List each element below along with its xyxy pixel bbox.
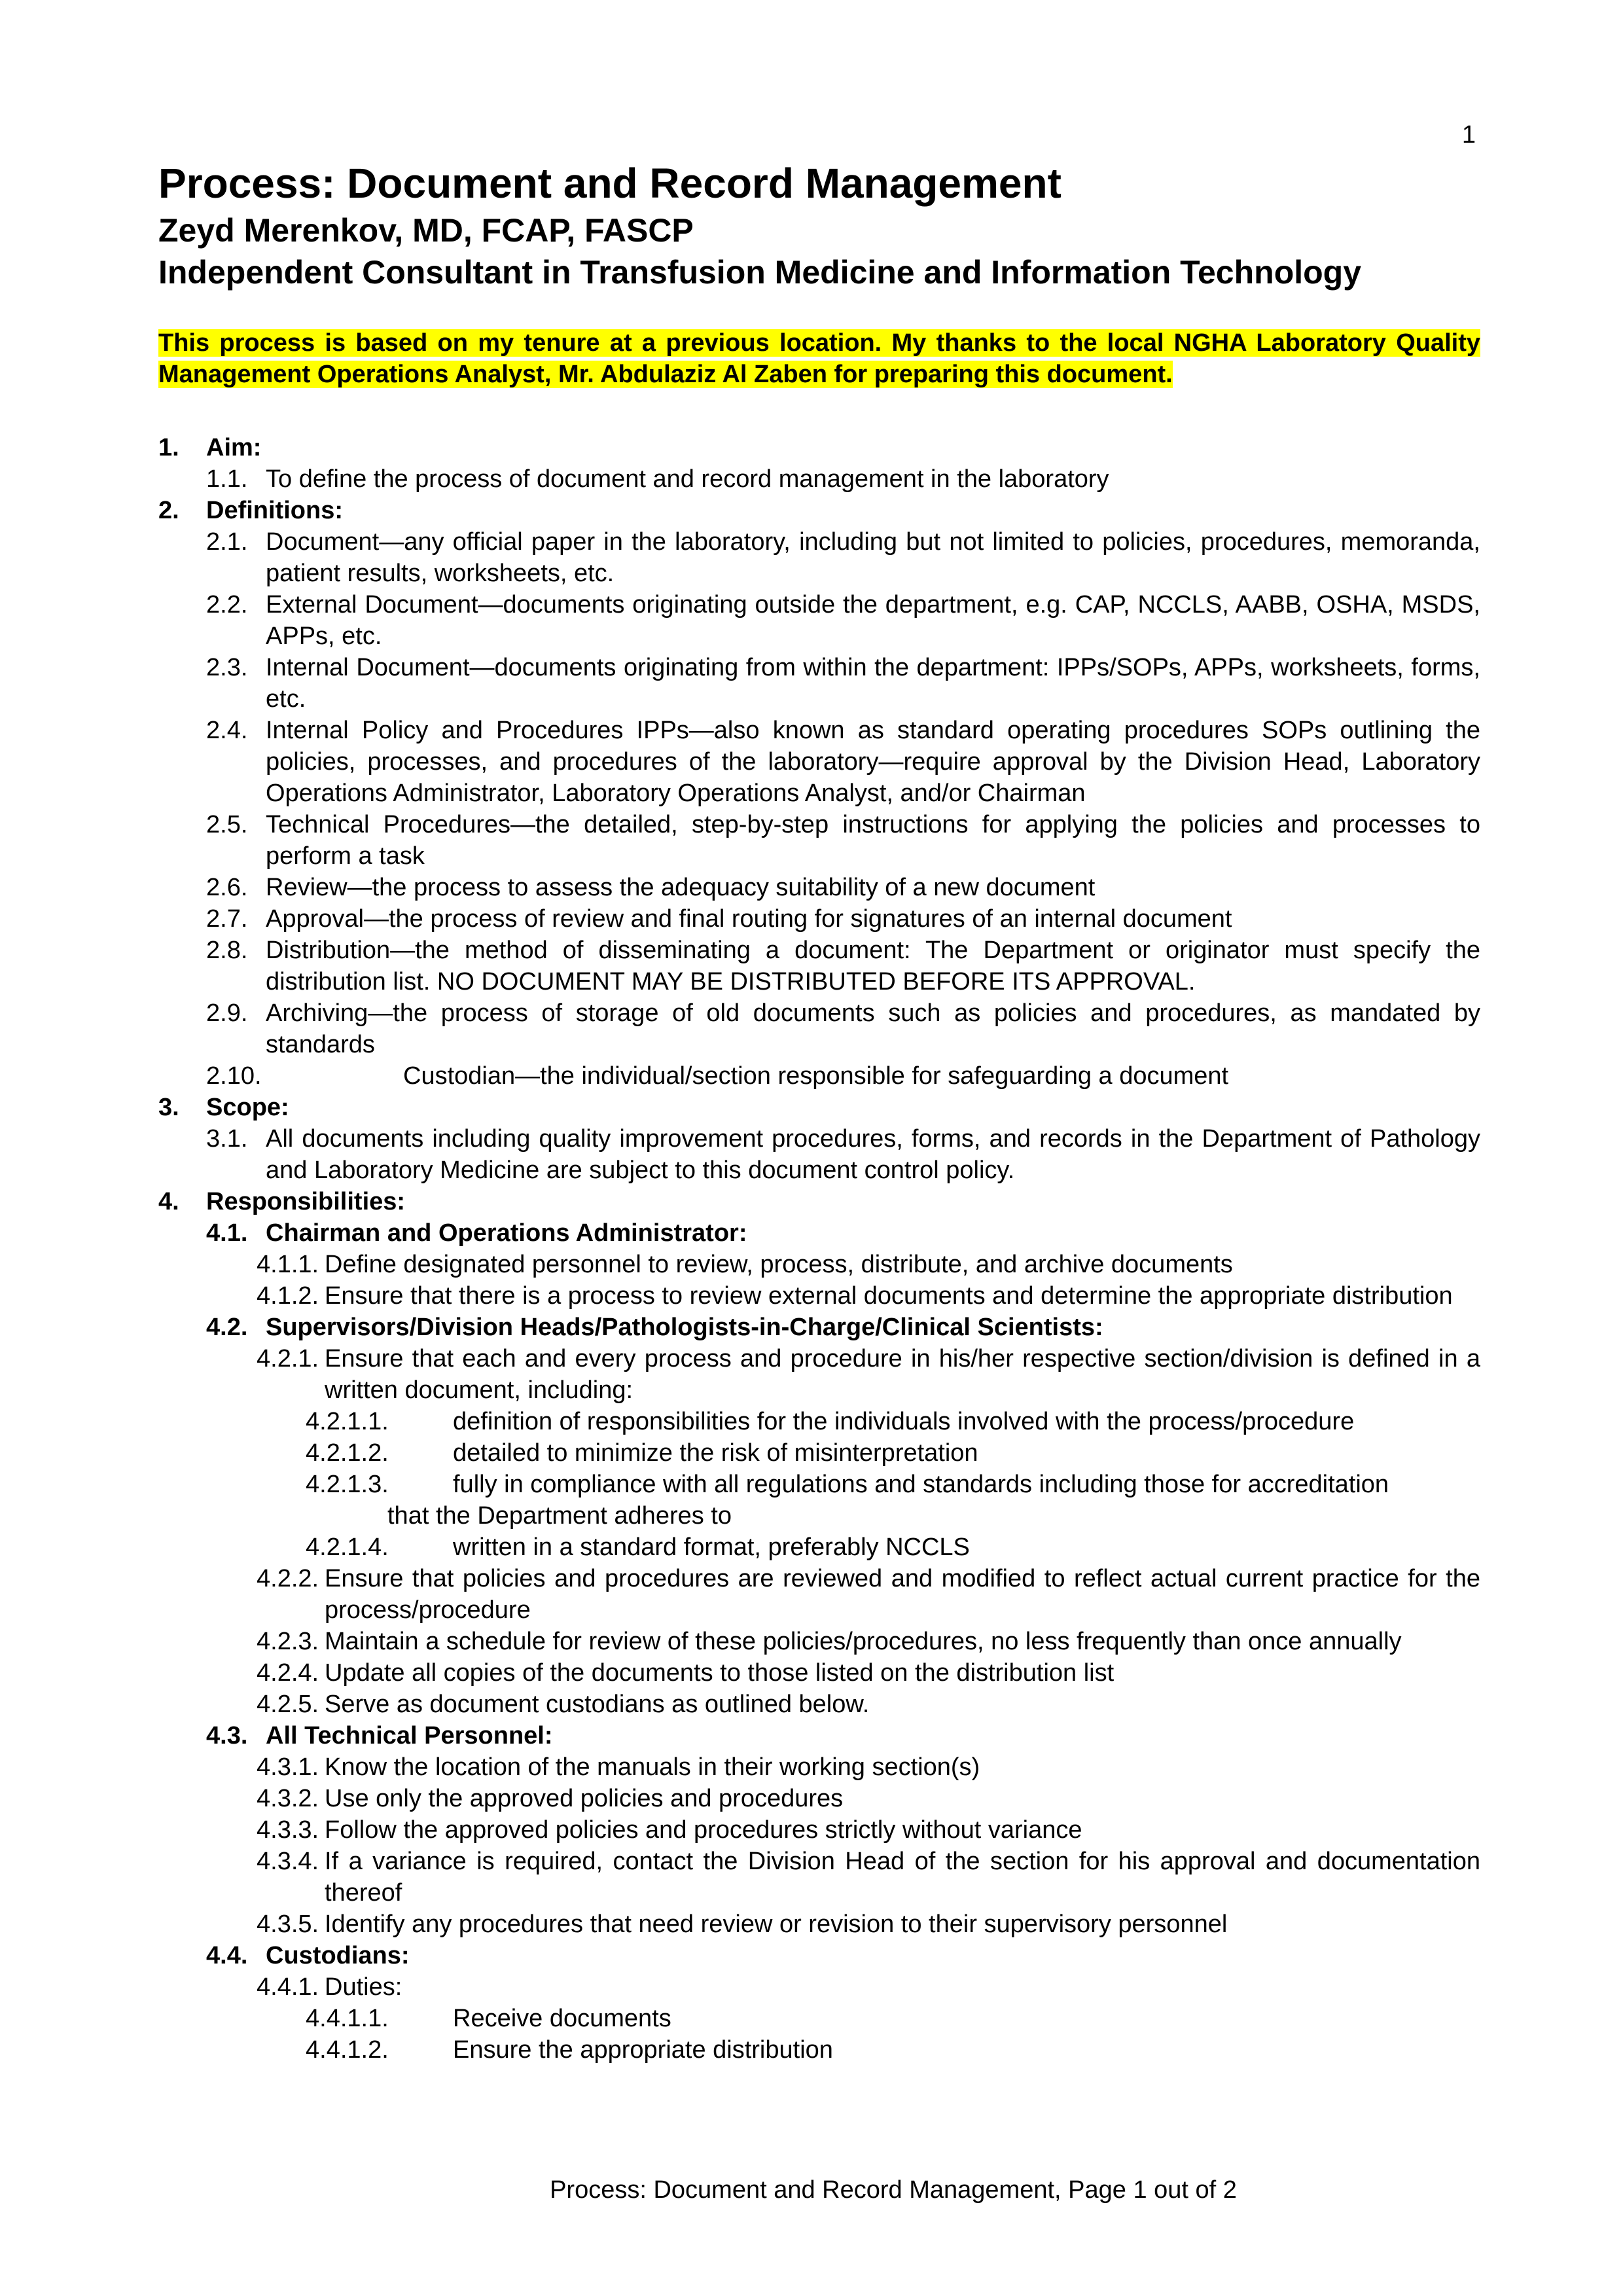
outline-number: 2.5. bbox=[206, 811, 248, 838]
outline-number: 4.2.5. bbox=[257, 1691, 319, 1718]
outline-item bbox=[158, 1469, 1480, 1500]
outline-item bbox=[158, 1657, 1480, 1689]
outline-item bbox=[158, 1563, 1480, 1626]
outline-number: 4.3.2. bbox=[257, 1785, 319, 1812]
outline-item bbox=[158, 809, 1480, 872]
outline-text: Supervisors/Division Heads/Pathologists-in-Charge/Clinical Scientists: bbox=[266, 1314, 1103, 1341]
outline-number: 4.4.1.2. bbox=[306, 2036, 389, 2064]
outline-item bbox=[158, 1783, 1480, 1814]
outline-number: 4.2.1.2. bbox=[306, 1439, 389, 1467]
outline-text: Know the location of the manuals in their working section(s) bbox=[325, 1753, 980, 1781]
outline-number: 4.2.1.3. bbox=[306, 1471, 389, 1498]
outline-number: 2.8. bbox=[206, 937, 248, 964]
outline-item bbox=[158, 1751, 1480, 1783]
outline-text: Internal Policy and Procedures IPPs—also known as standard operating procedures SOPs outlining the policies, processes, and procedures of the laboratory—require approval by the Division Head, Laboratory Operations Administrator, Laboratory Operations Analyst, and/or Chairman bbox=[266, 717, 1480, 807]
outline-number: 2.4. bbox=[206, 717, 248, 744]
outline-item bbox=[158, 903, 1480, 935]
outline-number: 4.1.2. bbox=[257, 1282, 319, 1310]
outline-number: 1. bbox=[158, 434, 179, 461]
outline-item bbox=[158, 1123, 1480, 1186]
outline-number: 3.1. bbox=[206, 1125, 248, 1153]
outline-number: 2. bbox=[158, 497, 179, 524]
outline-text: Chairman and Operations Administrator: bbox=[266, 1219, 747, 1247]
outline-item bbox=[158, 1909, 1480, 1940]
outline-item bbox=[158, 1532, 1480, 1563]
outline-number: 4.3.3. bbox=[257, 1816, 319, 1844]
outline-text: detailed to minimize the risk of misinterpretation bbox=[453, 1439, 978, 1467]
outline-number: 4.4. bbox=[206, 1942, 248, 1969]
outline-number: 2.3. bbox=[206, 654, 248, 681]
outline-text: Update all copies of the documents to those listed on the distribution list bbox=[325, 1659, 1115, 1687]
outline-item bbox=[158, 2003, 1480, 2034]
outline-text: fully in compliance with all regulations and standards including those for accreditation bbox=[453, 1471, 1389, 1498]
outline-text: All documents including quality improvement procedures, forms, and records in the Department of Pathology and Laboratory Medicine are subject to this document control policy. bbox=[266, 1125, 1480, 1184]
outline-text: Document—any official paper in the laboratory, including but not limited to policies, procedures, memoranda, patient results, worksheets, etc. bbox=[266, 528, 1480, 587]
outline-item bbox=[158, 1217, 1480, 1249]
outline-number: 2.10. bbox=[206, 1062, 262, 1090]
outline-item bbox=[158, 1312, 1480, 1343]
outline-text: Custodian—the individual/section responsible for safeguarding a document bbox=[403, 1062, 1229, 1090]
outline-item bbox=[158, 432, 1480, 463]
outline-text: Approval—the process of review and final routing for signatures of an internal document bbox=[266, 905, 1232, 933]
outline-item bbox=[158, 526, 1480, 589]
outline-number: 4.4.1.1. bbox=[306, 2005, 389, 2032]
outline-text: Responsibilities: bbox=[206, 1188, 406, 1215]
outline-text: All Technical Personnel: bbox=[266, 1722, 553, 1749]
outline-number: 4.3.4. bbox=[257, 1848, 319, 1875]
outline-number: 4.1. bbox=[206, 1219, 248, 1247]
outline-number: 4.1.1. bbox=[257, 1251, 319, 1278]
outline-item bbox=[158, 1846, 1480, 1909]
outline-item bbox=[158, 1626, 1480, 1657]
outline-item bbox=[158, 589, 1480, 652]
outline-text: Aim: bbox=[206, 434, 262, 461]
page-number: 1 bbox=[1461, 121, 1476, 149]
outline-item bbox=[158, 495, 1480, 526]
outline-text: To define the process of document and record management in the laboratory bbox=[266, 465, 1109, 493]
outline-text: Ensure that there is a process to review external documents and determine the appropriate distribution bbox=[325, 1282, 1453, 1310]
outline-number: 1.1. bbox=[206, 465, 248, 493]
outline-text: Identify any procedures that need review or revision to their supervisory personnel bbox=[325, 1910, 1228, 1938]
outline-item bbox=[158, 715, 1480, 809]
outline-text: written in a standard format, preferably NCCLS bbox=[453, 1534, 970, 1561]
outline-number: 4.3.5. bbox=[257, 1910, 319, 1938]
outline-text: Define designated personnel to review, process, distribute, and archive documents bbox=[325, 1251, 1233, 1278]
outline-item bbox=[158, 1249, 1480, 1280]
outline-item bbox=[158, 1092, 1480, 1123]
outline-item bbox=[158, 2034, 1480, 2066]
outline-text: Maintain a schedule for review of these policies/procedures, no less frequently than once annually bbox=[325, 1628, 1402, 1655]
outline-number: 2.2. bbox=[206, 591, 248, 619]
outline-text: Receive documents bbox=[453, 2005, 671, 2032]
outline-text: Ensure the appropriate distribution bbox=[453, 2036, 833, 2064]
outline-text: Duties: bbox=[325, 1973, 402, 2001]
outline-text: Review—the process to assess the adequacy suitability of a new document bbox=[266, 874, 1096, 901]
outline-item bbox=[158, 1406, 1480, 1437]
outline-text: Internal Document—documents originating from within the department: IPPs/SOPs, APPs, worksheets, forms, etc. bbox=[266, 654, 1480, 713]
outline-item bbox=[158, 652, 1480, 715]
outline-number: 4.3. bbox=[206, 1722, 248, 1749]
outline-text: Definitions: bbox=[206, 497, 343, 524]
outline-text: Serve as document custodians as outlined below. bbox=[325, 1691, 870, 1718]
outline-number: 4.2.4. bbox=[257, 1659, 319, 1687]
page-footer bbox=[0, 2176, 1623, 2204]
outline-number: 4.2.1.1. bbox=[306, 1408, 389, 1435]
outline-number: 4.2. bbox=[206, 1314, 248, 1341]
acknowledgement-note bbox=[158, 327, 1480, 390]
outline-number: 4.2.3. bbox=[257, 1628, 319, 1655]
outline-continuation: that the Department adheres to bbox=[387, 1502, 732, 1530]
outline-item bbox=[158, 1343, 1480, 1406]
outline-text: Custodians: bbox=[266, 1942, 410, 1969]
outline-number: 4.2.1.4. bbox=[306, 1534, 389, 1561]
outline-text: Technical Procedures—the detailed, step-by-step instructions for applying the policies and processes to perform a task bbox=[266, 811, 1480, 870]
outline-item bbox=[158, 463, 1480, 495]
outline-item bbox=[158, 997, 1480, 1060]
outline-text: Follow the approved policies and procedures strictly without variance bbox=[325, 1816, 1082, 1844]
outline-text: Archiving—the process of storage of old documents such as policies and procedures, as mandated by standards bbox=[266, 999, 1480, 1058]
outline-number: 4. bbox=[158, 1188, 179, 1215]
highlighted-text: This process is based on my tenure at a previous location. My thanks to the local NGHA Laboratory Quality Management Operations Analyst, Mr. Abdulaziz Al Zaben for preparing this document. bbox=[158, 329, 1480, 388]
outline-text: Ensure that each and every process and procedure in his/her respective section/division is defined in a written document, including: bbox=[325, 1345, 1480, 1404]
outline-item bbox=[158, 1437, 1480, 1469]
outline-number: 2.1. bbox=[206, 528, 248, 556]
document-title: Process: Document and Record Management bbox=[158, 160, 1061, 207]
outline-number: 4.2.1. bbox=[257, 1345, 319, 1372]
outline-text: Use only the approved policies and procedures bbox=[325, 1785, 844, 1812]
outline-item bbox=[158, 872, 1480, 903]
outline-number: 4.2.2. bbox=[257, 1565, 319, 1592]
outline-number: 2.7. bbox=[206, 905, 248, 933]
outline-number: 3. bbox=[158, 1094, 179, 1121]
author-role: Independent Consultant in Transfusion Medicine and Information Technology bbox=[158, 254, 1362, 291]
document-outline bbox=[158, 432, 1480, 2066]
outline-item bbox=[158, 1186, 1480, 1217]
outline-text: External Document—documents originating outside the department, e.g. CAP, NCCLS, AABB, OSHA, MSDS, APPs, etc. bbox=[266, 591, 1480, 650]
outline-item bbox=[158, 1689, 1480, 1720]
outline-item bbox=[158, 1814, 1480, 1846]
outline-number: 4.3.1. bbox=[257, 1753, 319, 1781]
outline-item bbox=[158, 935, 1480, 997]
footer-text: Process: Document and Record Management, Page 1 out of 2 bbox=[550, 2176, 1237, 2204]
outline-item bbox=[158, 1971, 1480, 2003]
outline-text: Distribution—the method of disseminating a document: The Department or originator must specify the distribution list. NO DOCUMENT MAY BE DISTRIBUTED BEFORE ITS APPROVAL. bbox=[266, 937, 1480, 996]
outline-text: definition of responsibilities for the individuals involved with the process/procedure bbox=[453, 1408, 1355, 1435]
outline-item bbox=[158, 1280, 1480, 1312]
outline-item bbox=[158, 1940, 1480, 1971]
outline-number: 4.4.1. bbox=[257, 1973, 319, 2001]
document-header bbox=[158, 157, 1480, 293]
outline-item bbox=[158, 1060, 1480, 1092]
outline-text: Scope: bbox=[206, 1094, 289, 1121]
author-name: Zeyd Merenkov, MD, FCAP, FASCP bbox=[158, 212, 694, 249]
outline-number: 2.6. bbox=[206, 874, 248, 901]
outline-item bbox=[158, 1720, 1480, 1751]
outline-text: If a variance is required, contact the Division Head of the section for his approval and documentation thereof bbox=[325, 1848, 1480, 1907]
outline-number: 2.9. bbox=[206, 999, 248, 1027]
outline-text: Ensure that policies and procedures are reviewed and modified to reflect actual current practice for the process/procedure bbox=[325, 1565, 1480, 1624]
